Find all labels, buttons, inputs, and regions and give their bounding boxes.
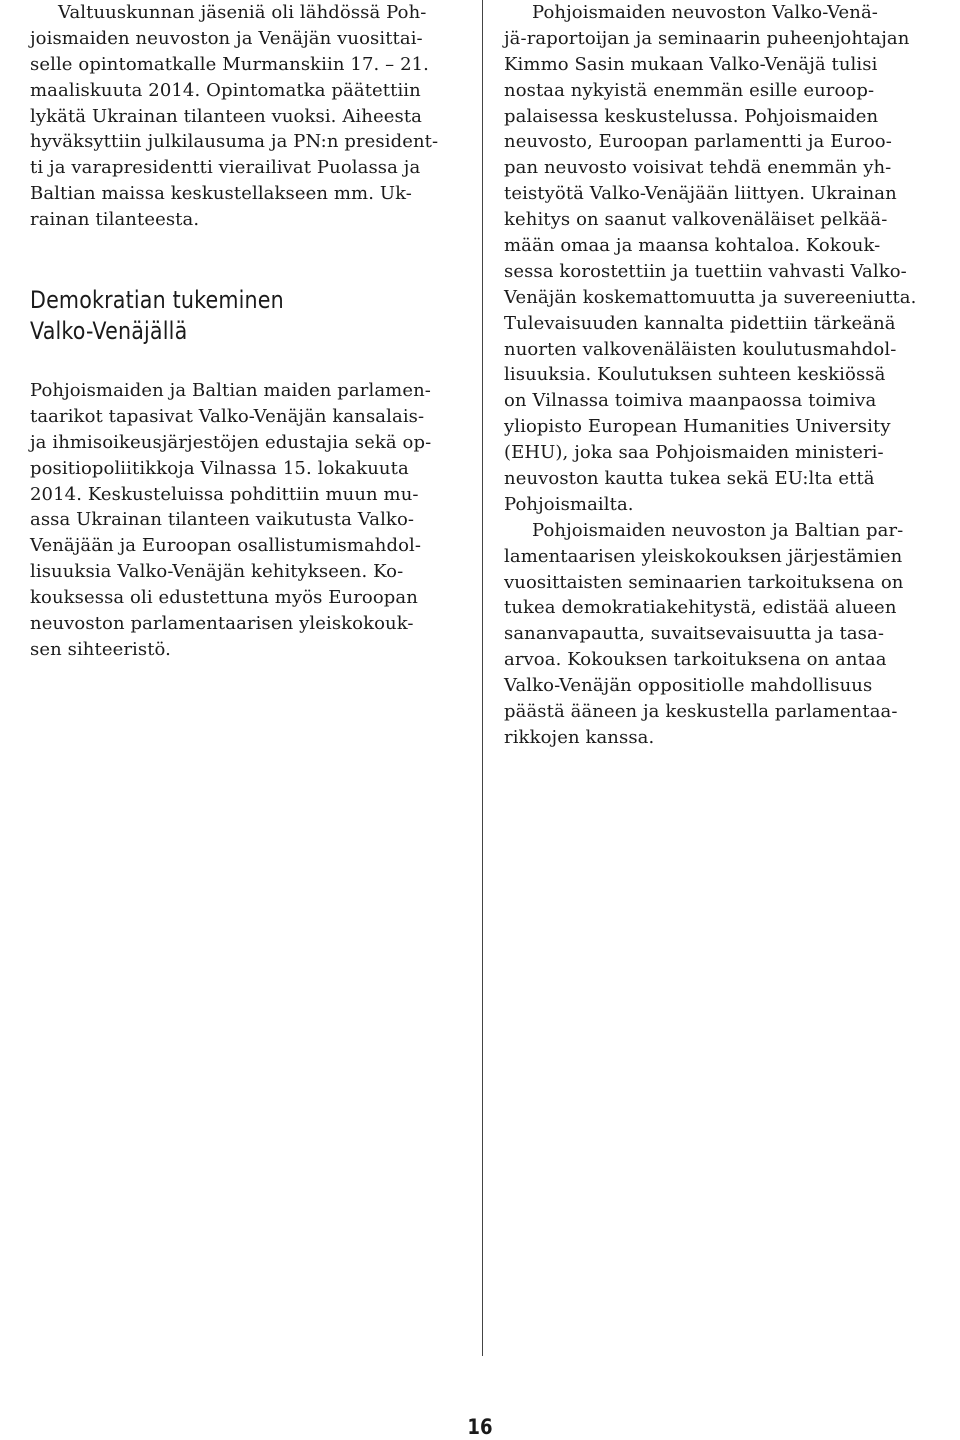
text-line: jä-raportoijan ja seminaarin puheenjohtajan — [504, 27, 910, 49]
text-line: lisuuksia. Koulutuksen suhteen keskiössä — [504, 364, 886, 386]
text-line: Baltian maissa keskustellakseen mm. Uk- — [30, 183, 412, 205]
text-line: yliopisto European Humanities University — [504, 416, 891, 438]
text-line: lisuuksia Valko-Venäjän kehitykseen. Ko- — [30, 561, 404, 583]
heading-line: Valko-Venäjällä — [30, 317, 188, 346]
text-line: Pohjoismailta. — [504, 493, 634, 515]
text-line: 2014. Keskusteluissa pohdittiin muun mu- — [30, 483, 419, 505]
text-line: kouksessa oli edustettuna myös Euroopan — [30, 587, 418, 609]
text-line: pan neuvosto voisivat tehdä enemmän yh- — [504, 157, 892, 179]
left-column — [30, 0, 458, 663]
text-line: sessa korostettiin ja tuettiin vahvasti Valko- — [504, 260, 907, 282]
section-heading — [30, 285, 398, 347]
text-line: Pohjoismaiden neuvoston ja Baltian par- — [532, 519, 904, 541]
text-line: nostaa nykyistä enemmän esille euroop- — [504, 79, 875, 101]
text-line: on Vilnassa toimiva maanpaossa toimiva — [504, 390, 877, 412]
text-line: arvoa. Kokouksen tarkoituksena on antaa — [504, 649, 887, 671]
text-line: palaisessa keskustelussa. Pohjoismaiden — [504, 105, 879, 127]
text-line: sananvapautta, suvaitsevaisuutta ja tasa- — [504, 623, 885, 645]
text-line: Tulevaisuuden kannalta pidettiin tärkeänä — [504, 312, 896, 334]
text-line: teistyötä Valko-Venäjään liittyen. Ukrainan — [504, 183, 897, 205]
text-line: Valko-Venäjän oppositiolle mahdollisuus — [504, 675, 873, 697]
text-line: rainan tilanteesta. — [30, 209, 200, 231]
text-line: päästä ääneen ja keskustella parlamentaa- — [504, 701, 898, 723]
text-line: lykätä Ukrainan tilanteen vuoksi. Aiheesta — [30, 105, 422, 127]
text-line: tukea demokratiakehitystä, edistää alueen — [504, 597, 897, 619]
text-line: neuvoston kautta tukea sekä EU:lta että — [504, 468, 875, 490]
text-line: lamentaarisen yleiskokouksen järjestämien — [504, 545, 903, 567]
text-line: Venäjän koskemattomuutta ja suvereeniutta. — [504, 286, 917, 308]
column-divider — [482, 0, 483, 1356]
right-column — [504, 0, 940, 751]
text-line: vuosittaisten seminaarien tarkoituksena on — [504, 571, 904, 593]
text-line: taarikot tapasivat Valko-Venäjän kansalais- — [30, 405, 425, 427]
text-line: Venäjään ja Euroopan osallistumismahdol- — [30, 535, 422, 557]
left-paragraph-2 — [30, 378, 458, 663]
text-line: maaliskuuta 2014. Opintomatka päätettiin — [30, 79, 421, 101]
heading-line: Demokratian tukeminen — [30, 286, 284, 315]
text-line: hyväksyttiin julkilausuma ja PN:n president- — [30, 131, 439, 153]
left-paragraph-1 — [30, 0, 458, 233]
text-line: ja ihmisoikeusjärjestöjen edustajia sekä op- — [30, 431, 432, 453]
text-line: Pohjoismaiden ja Baltian maiden parlamen- — [30, 380, 431, 402]
text-line: Pohjoismaiden neuvoston Valko-Venä- — [532, 2, 878, 23]
text-line: rikkojen kanssa. — [504, 726, 655, 748]
text-line: neuvoston parlamentaarisen yleiskokouk- — [30, 613, 414, 635]
text-line: assa Ukrainan tilanteen vaikutusta Valko- — [30, 509, 415, 531]
text-line: mään omaa ja maansa kohtaloa. Kokouk- — [504, 235, 881, 257]
text-line: joismaiden neuvoston ja Venäjän vuosittai- — [30, 27, 423, 49]
text-line: Kimmo Sasin mukaan Valko-Venäjä tulisi — [504, 53, 878, 75]
text-line: (EHU), joka saa Pohjoismaiden ministeri- — [504, 442, 884, 464]
page-number: 16 — [467, 1415, 493, 1439]
text-line: positiopoliitikkoja Vilnassa 15. lokakuuta — [30, 457, 409, 479]
text-line: sen sihteeristö. — [30, 638, 172, 660]
right-paragraph-2 — [504, 518, 940, 751]
text-line: Valtuuskunnan jäseniä oli lähdössä Poh- — [58, 2, 427, 23]
right-paragraph-1 — [504, 0, 940, 518]
text-line: neuvosto, Euroopan parlamentti ja Euroo- — [504, 131, 892, 153]
text-line: nuorten valkovenäläisten koulutusmahdol- — [504, 338, 897, 360]
text-line: ti ja varapresidentti vierailivat Puolassa ja — [30, 157, 421, 179]
text-line: kehitys on saanut valkovenäläiset pelkää- — [504, 209, 888, 231]
text-line: selle opintomatkalle Murmanskiin 17. – 21. — [30, 53, 430, 75]
